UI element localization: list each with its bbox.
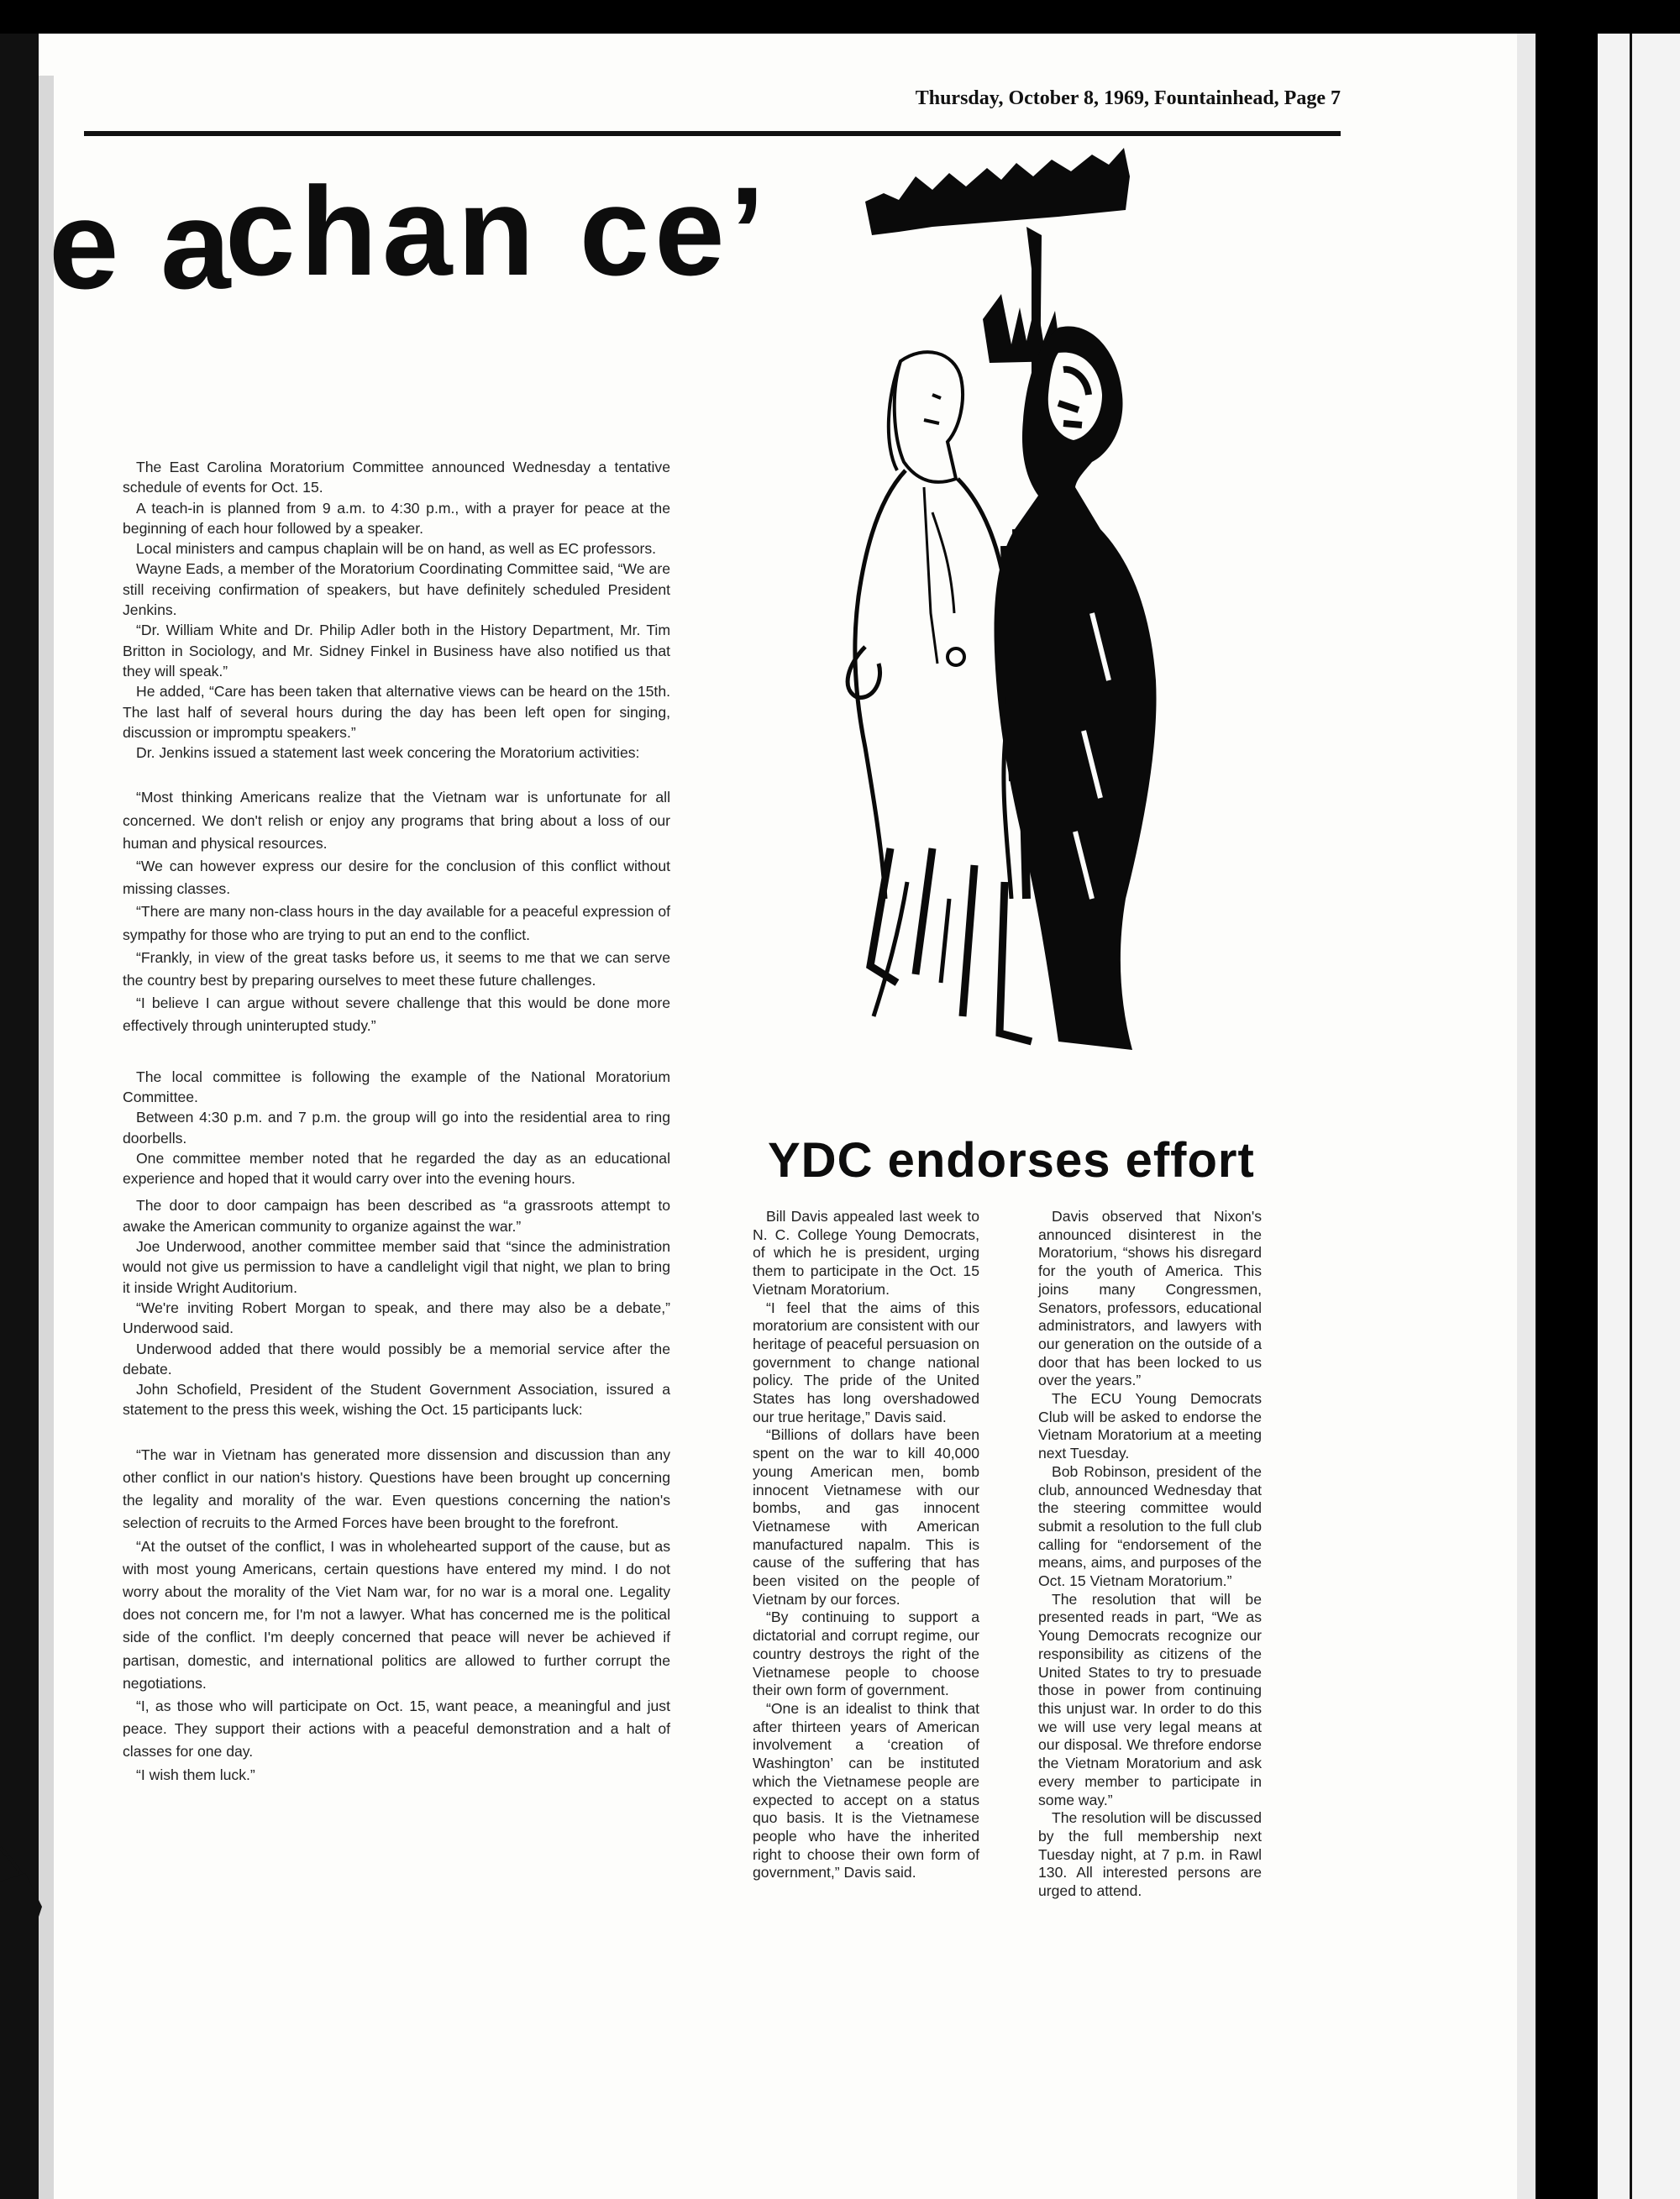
ydc-story-column-2	[1038, 1208, 1262, 1901]
jenkins-statement	[123, 786, 670, 1037]
quote-paragraph: “I wish them luck.”	[136, 1766, 255, 1783]
quote-paragraph: “I believe I can argue without severe challenge that this would be done more effectively through uninterupted study.”	[123, 995, 670, 1035]
story-paragraph: A teach-in is planned from 9 a.m. to 4:30 p.m., with a prayer for peace at the beginning of each hour followed by a speaker.	[123, 499, 670, 537]
story-paragraph: Bob Robinson, president of the club, announced Wednesday that the steering committee would submit a resolution to the full club calling for “endorsement of the means, aims, and purposes of the Oct. 15 Vietnam Moratorium.”	[1038, 1462, 1262, 1590]
quote-paragraph: “We can however express our desire for the conclusion of this conflict without missing classes.	[123, 858, 670, 898]
quote-paragraph: “Most thinking Americans realize that the Vietnam war is unfortunate for all concerned. We don't relish or enjoy any programs that bring about a loss of our human and physical resources.	[123, 789, 670, 852]
story-paragraph: Wayne Eads, a member of the Moratorium Coordinating Committee said, “We are still receiving confirmation of speakers, but have definitely scheduled President Jenkins.	[123, 560, 670, 619]
story-paragraph: “Billions of dollars have been spent on the war to kill 40,000 young American men, bomb innocent Vietnamese with our bombs, and gas innocent Vietnamese with American manufactured napalm. This is cause of the suffering that has been visited on the people of Vietnam by our forces.	[753, 1426, 979, 1608]
quote-paragraph: “The war in Vietnam has generated more dissension and discussion than any other conflict in our nation's history. Questions have been brought up concerning the legality and morality of the war. Even questions concerning the nation's selection of recruits to the Armed Forces have been brought to the forefront.	[123, 1446, 670, 1532]
story-paragraph: Davis observed that Nixon's announced disinterest in the Moratorium, “shows his disregard for the youth of America. This joins many Congressmen, Senators, professors, educational administrators, and lawyers with our generation on the outside of a door that has been locked to us over the years.”	[1038, 1208, 1262, 1389]
story-paragraph: “By continuing to support a dictatorial and corrupt regime, our country destroys the right of the Vietnamese people to choose their own form of government.	[753, 1609, 979, 1699]
schofield-statement	[123, 1444, 670, 1787]
story-paragraph: The East Carolina Moratorium Committee announced Wednesday a tentative schedule of events for Oct. 15.	[123, 459, 670, 496]
page-stack-edge-outer	[1598, 34, 1680, 2199]
header-rule	[84, 131, 1341, 136]
story-paragraph: Underwood added that there would possibly be a memorial service after the debate.	[123, 1340, 670, 1378]
story-paragraph: Dr. Jenkins issued a statement last week concering the Moratorium activities:	[136, 744, 640, 762]
quote-paragraph: “Frankly, in view of the great tasks before us, it seems to me that we can serve the country best by preparing ourselves to meet these future challenges.	[123, 948, 670, 989]
story-paragraph: Local ministers and campus chaplain will be on hand, as well as EC professors.	[136, 540, 657, 558]
story-paragraph: The resolution that will be presented reads in part, “We as Young Democrats recognize our responsibility as citizens of the United States to try to presuade those in power from continuing this unjust war. In order to do this we will use very legal means at our disposal. We threfore endorse the Vietnam Moratorium and ask every member to participate in some way.”	[1038, 1590, 1262, 1808]
story-paragraph: Joe Underwood, another committee member said that “since the administration would not give us permission to have a candlelight vigil that night, we plan to bring it inside Wright Auditorium.	[123, 1238, 670, 1296]
ink-illustration	[806, 143, 1184, 1067]
headline: chan ce’	[225, 160, 770, 302]
page-stack-divider	[1630, 34, 1632, 2199]
story-paragraph: The resolution will be discussed by the full membership next Tuesday night, at 7 p.m. in Rawl 130. All interested persons are urged to attend.	[1038, 1809, 1262, 1900]
story-paragraph: “I feel that the aims of this moratorium are consistent with our heritage of peaceful persuasion on government to change national policy. The pride of the United States has long overshadowed our true heritage,” Davis said.	[753, 1299, 979, 1425]
story-paragraph: The ECU Young Democrats Club will be asked to endorse the Vietnam Moratorium at a meeting next Tuesday.	[1038, 1390, 1262, 1462]
story-paragraph: Between 4:30 p.m. and 7 p.m. the group will go into the residential area to ring doorbells.	[123, 1109, 670, 1147]
edge-ink-marks	[0, 34, 50, 2199]
headline-fragment: e a	[49, 174, 234, 315]
story-paragraph: The local committee is following the example of the National Moratorium Committee.	[123, 1068, 670, 1105]
moratorium-story	[123, 457, 670, 1787]
story-paragraph: He added, “Care has been taken that alternative views can be heard on the 15th. The last half of several hours during the day has been left open for singing, discussion or impromptu speakers.”	[123, 683, 670, 741]
story-paragraph: One committee member noted that he regarded the day as an educational experience and hoped that it would carry over into the evening hours.	[123, 1149, 670, 1188]
story-paragraph: “One is an idealist to think that after thirteen years of American involvement a ‘creation of Washington’ can be instituted which the Vietnamese people are expected to accept on a status quo basis. It is the Vietnamese people who have the inherited right to choose their own form of government,” Davis said.	[753, 1699, 979, 1881]
quote-paragraph: “I, as those who will participate on Oct. 15, want peace, a meaningful and just peace. They support their actions with a peaceful demonstration and a halt of classes for one day.	[123, 1697, 670, 1761]
story-paragraph: Bill Davis appealed last week to N. C. College Young Democrats, of which he is president, urging them to participate in the Oct. 15 Vietnam Moratorium.	[753, 1208, 979, 1298]
quote-paragraph: “There are many non-class hours in the day available for a peaceful expression of sympathy for those who are trying to put an end to the conflict.	[123, 903, 670, 943]
ydc-story-column-1	[753, 1208, 979, 1882]
story-paragraph: The door to door campaign has been described as “a grassroots attempt to awake the American community to organize against the war.”	[123, 1197, 670, 1235]
story-paragraph: John Schofield, President of the Student Government Association, issured a statement to the press this week, wishing the Oct. 15 participants luck:	[123, 1381, 670, 1419]
quote-paragraph: “At the outset of the conflict, I was in wholehearted support of the cause, but as with most young Americans, certain questions have entered my mind. I do not worry about the morality of the Viet Nam war, for no war is a moral one. Legality does not concern me, for I'm not a lawyer. What has concerned me is the political side of the conflict. I'm deeply concerned that peace will never be achieved if partisan, domestic, and international politics are allowed to further corrupt the negotiations.	[123, 1537, 670, 1692]
page-folio: Thursday, October 8, 1969, Fountainhead, Page 7	[915, 87, 1341, 109]
newspaper-page	[0, 34, 1517, 2199]
story-paragraph: “We're inviting Robert Morgan to speak, and there may also be a debate,” Underwood said.	[123, 1299, 670, 1337]
ydc-headline: YDC endorses effort	[768, 1133, 1255, 1188]
story-paragraph: “Dr. William White and Dr. Philip Adler both in the History Department, Mr. Tim Britton in Sociology, and Mr. Sidney Finkel in Business have also notified us that they will speak.”	[123, 622, 670, 680]
